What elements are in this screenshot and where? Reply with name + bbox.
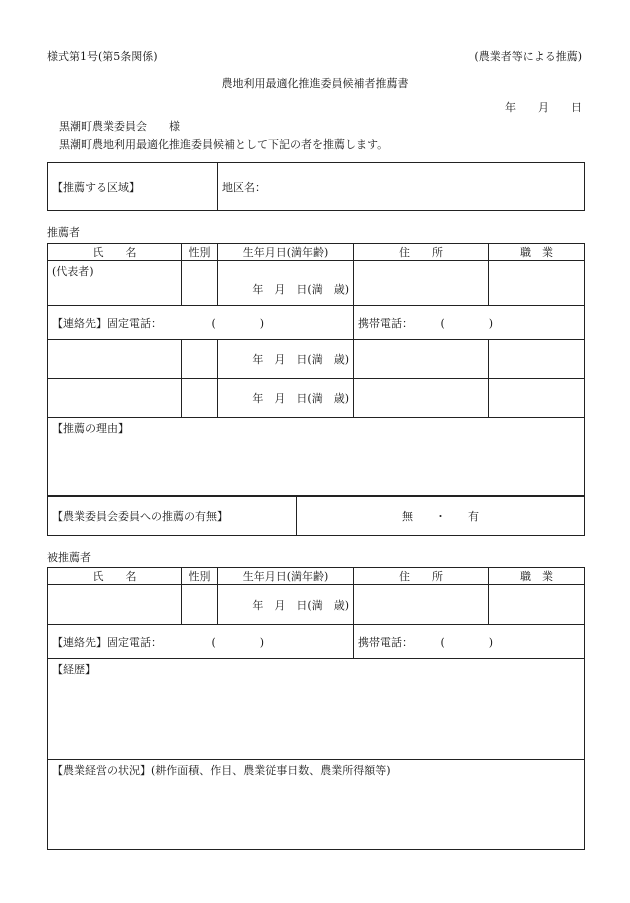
mobile-phone-field[interactable]: 携帯電話： ( ) xyxy=(354,306,585,340)
birth-field[interactable]: 年 月 日(満 歳) xyxy=(218,340,354,379)
address-field[interactable] xyxy=(354,379,489,418)
occupation-field[interactable] xyxy=(489,379,585,418)
occupation-field[interactable] xyxy=(489,261,585,306)
address-field[interactable] xyxy=(354,585,489,625)
representative-label: (代表者) xyxy=(52,265,94,278)
gender-field[interactable] xyxy=(182,379,218,418)
mobile-phone-field[interactable]: 携帯電話： ( ) xyxy=(354,625,585,659)
col-name: 氏 名 xyxy=(48,244,182,261)
form-number: 様式第1号(第5条関係) xyxy=(47,50,158,63)
recommender-name-field[interactable] xyxy=(48,379,182,418)
gender-field[interactable] xyxy=(182,261,218,306)
nominee-table xyxy=(47,567,585,850)
reason-label: 【推薦の理由】 xyxy=(52,422,129,435)
col-gender: 性別 xyxy=(182,568,218,585)
occupation-field[interactable] xyxy=(489,340,585,379)
farming-status-field[interactable] xyxy=(48,760,585,850)
address-field[interactable] xyxy=(354,261,489,306)
form-type: (農業者等による推薦) xyxy=(474,50,582,63)
career-label: 【経歴】 xyxy=(52,663,96,676)
fixed-phone-field[interactable]: 【連絡先】固定電話： ( ) xyxy=(48,625,354,659)
recommender-name-field[interactable] xyxy=(48,340,182,379)
address-field[interactable] xyxy=(354,340,489,379)
fixed-phone-field[interactable]: 【連絡先】固定電話： ( ) xyxy=(48,306,354,340)
col-birth: 生年月日(満年齢) xyxy=(218,244,354,261)
col-address: 住 所 xyxy=(354,244,489,261)
birth-field[interactable]: 年 月 日(満 歳) xyxy=(218,585,354,625)
nominee-name-field[interactable] xyxy=(48,585,182,625)
gender-field[interactable] xyxy=(182,340,218,379)
document-title: 農地利用最適化推進委員候補者推薦書 xyxy=(221,77,409,90)
farming-status-label: 【農業経営の状況】(耕作面積、作目、農業従事日数、農業所得額等) xyxy=(52,764,391,777)
date-field[interactable]: 年 月 日 xyxy=(505,101,582,114)
area-label: 【推薦する区域】 xyxy=(48,163,218,211)
col-birth: 生年月日(満年齢) xyxy=(218,568,354,585)
committee-table xyxy=(47,496,585,536)
birth-field[interactable]: 年 月 日(満 歳) xyxy=(218,261,354,306)
gender-field[interactable] xyxy=(182,585,218,625)
statement: 黒潮町農地利用最適化推進委員候補として下記の者を推薦します。 xyxy=(59,138,389,151)
birth-field[interactable]: 年 月 日(満 歳) xyxy=(218,379,354,418)
col-name: 氏 名 xyxy=(48,568,182,585)
committee-label: 【農業委員会委員への推薦の有無】 xyxy=(48,497,297,536)
district-field[interactable]: 地区名： xyxy=(218,163,585,211)
recommender-section-label: 推薦者 xyxy=(47,226,80,239)
representative-name-field[interactable] xyxy=(48,261,182,306)
area-table xyxy=(47,162,585,211)
col-address: 住 所 xyxy=(354,568,489,585)
nominee-section-label: 被推薦者 xyxy=(47,551,91,564)
career-field[interactable] xyxy=(48,659,585,760)
recommender-table xyxy=(47,243,585,496)
occupation-field[interactable] xyxy=(489,585,585,625)
committee-options[interactable]: 無 ・ 有 xyxy=(297,497,585,536)
col-gender: 性別 xyxy=(182,244,218,261)
recipient: 黒潮町農業委員会 様 xyxy=(59,120,180,133)
reason-field[interactable] xyxy=(48,418,585,496)
col-occupation: 職 業 xyxy=(489,244,585,261)
col-occupation: 職 業 xyxy=(489,568,585,585)
